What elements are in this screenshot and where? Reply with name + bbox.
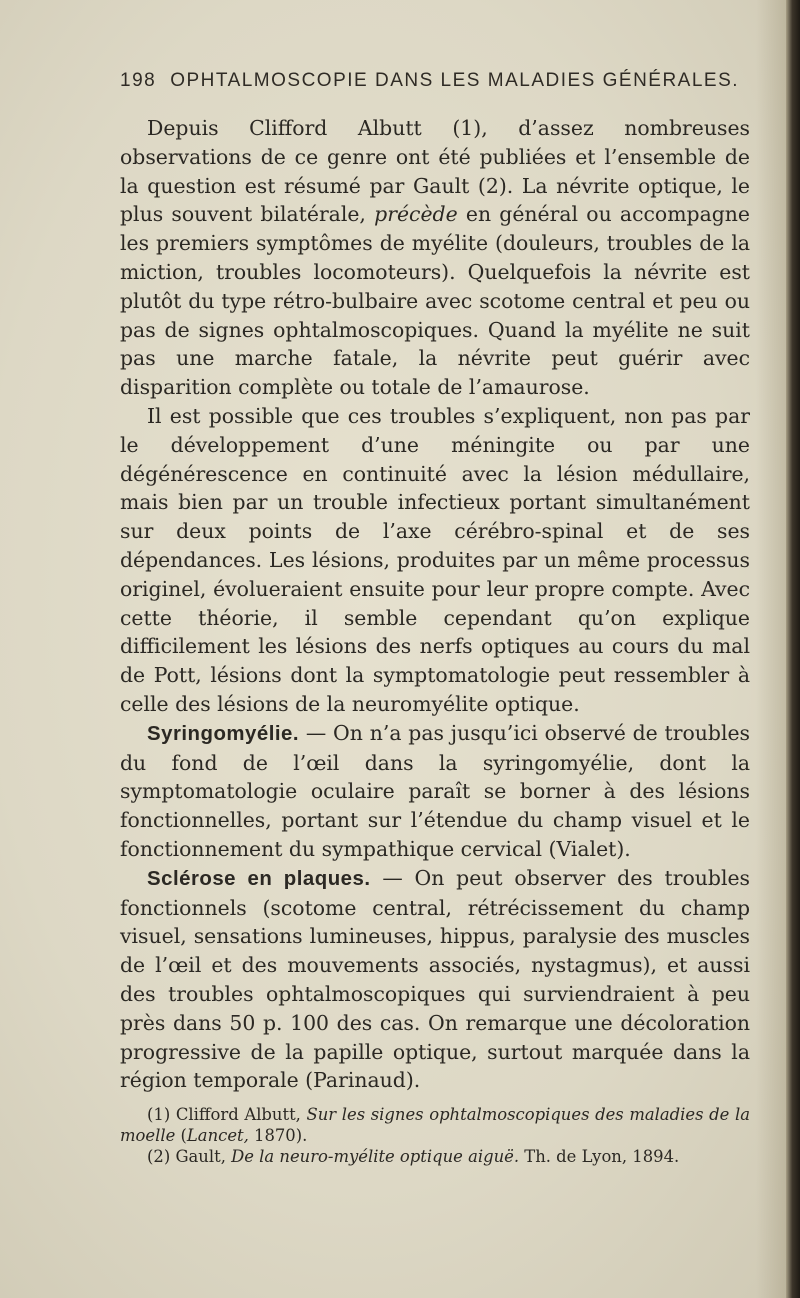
- section-heading-syringomyelie: Syringomyélie.: [147, 722, 300, 745]
- paragraph-1-text-b: en général ou accompagne les premiers symptômes de myélite (douleurs, troubles de la miction, troubles locomoteurs). Quelquefois la névrite est plutôt du type rétro-bulbaire avec scotome central et peu ou pas de signes ophtalmoscopiques. Quand la myélite ne suit pas une marche fatale, la névrite peut guérir avec disparition complète ou totale de l’amaurose.: [120, 202, 750, 400]
- footnote-1: [120, 1104, 750, 1146]
- footnote-1-author: Clifford Albutt,: [175, 1105, 301, 1124]
- paragraph-4-text: — On peut observer des troubles fonctionnels (scotome central, rétrécissement du champ visuel, sensations lumineuses, hippus, paralysie des muscles de l’œil et des mouvements associés, nystagmus), et aussi des troubles ophtalmoscopiques qui surviendraient à peu près dans 50 p. 100 des cas. On remarque une décoloration progressive de la papille optique, surtout marquée dans la région temporale (Parinaud).: [120, 865, 750, 1093]
- footnote-1-mark: (1): [147, 1105, 171, 1124]
- paragraph-1-italic: précède: [374, 202, 458, 227]
- section-heading-sclerose: Sclérose en plaques.: [147, 867, 371, 890]
- footnote-1-tail: 1870).: [248, 1126, 308, 1145]
- footnote-1-title: Sur les signes ophtalmoscopiques des maladies de la moelle: [120, 1105, 750, 1145]
- paragraph-2-text: Il est possible que ces troubles s’expliquent, non pas par le développement d’une méningite ou par une dégénérescence en continuité avec la lésion médullaire, mais bien par un trouble infectieux portant simultanément sur deux points de l’axe cérébro-spinal et de ses dépendances. Les lésions, produites par un même processus originel, évolueraient ensuite pour leur propre compte. Avec cette théorie, il semble cependant qu’on explique difficilement les lésions des nerfs optiques au cours du mal de Pott, lésions dont la symptomatologie peut ressembler à celle des lésions de la neuromyélite optique.: [120, 403, 750, 716]
- paragraph-syringomyelie: [120, 719, 750, 864]
- footnote-2-author: Gault,: [175, 1147, 226, 1166]
- footnote-2-mark: (2): [147, 1147, 171, 1166]
- main-text: [120, 114, 750, 1095]
- paragraph-3-text: — On n’a pas jusqu’ici observé de troubles du fond de l’œil dans la syringomyélie, dont la symptomatologie oculaire paraît se borner à des lésions fonctionnelles, portant sur l’étendue du champ visuel et le fonctionnement du sympathique cervical (Vialet).: [120, 720, 750, 861]
- footnotes: [120, 1104, 750, 1167]
- page-number: 198: [120, 70, 157, 91]
- running-header: [120, 70, 740, 92]
- paragraph-sclerose: [120, 864, 750, 1095]
- footnote-2-title: De la neuro-myélite optique aiguë.: [231, 1147, 520, 1166]
- footnote-1-source: Lancet,: [186, 1126, 249, 1145]
- paragraph-1: [120, 114, 750, 402]
- footnote-2-tail: Th. de Lyon, 1894.: [519, 1147, 680, 1166]
- footnote-1-paren: (: [180, 1126, 187, 1145]
- paragraph-1-text-a: Depuis Clifford Albutt (1), d’assez nombreuses observations de ce genre ont été publiées et l’ensemble de la question est résumé par Gault (2). La névrite optique, le plus souvent bilatérale,: [120, 116, 750, 227]
- page-edge: [786, 0, 800, 1298]
- footnote-2: [120, 1146, 750, 1167]
- running-title: OPHTALMOSCOPIE DANS LES MALADIES GÉNÉRALES.: [170, 70, 740, 91]
- paragraph-2: [120, 402, 750, 719]
- page-gutter-shadow: [756, 0, 786, 1298]
